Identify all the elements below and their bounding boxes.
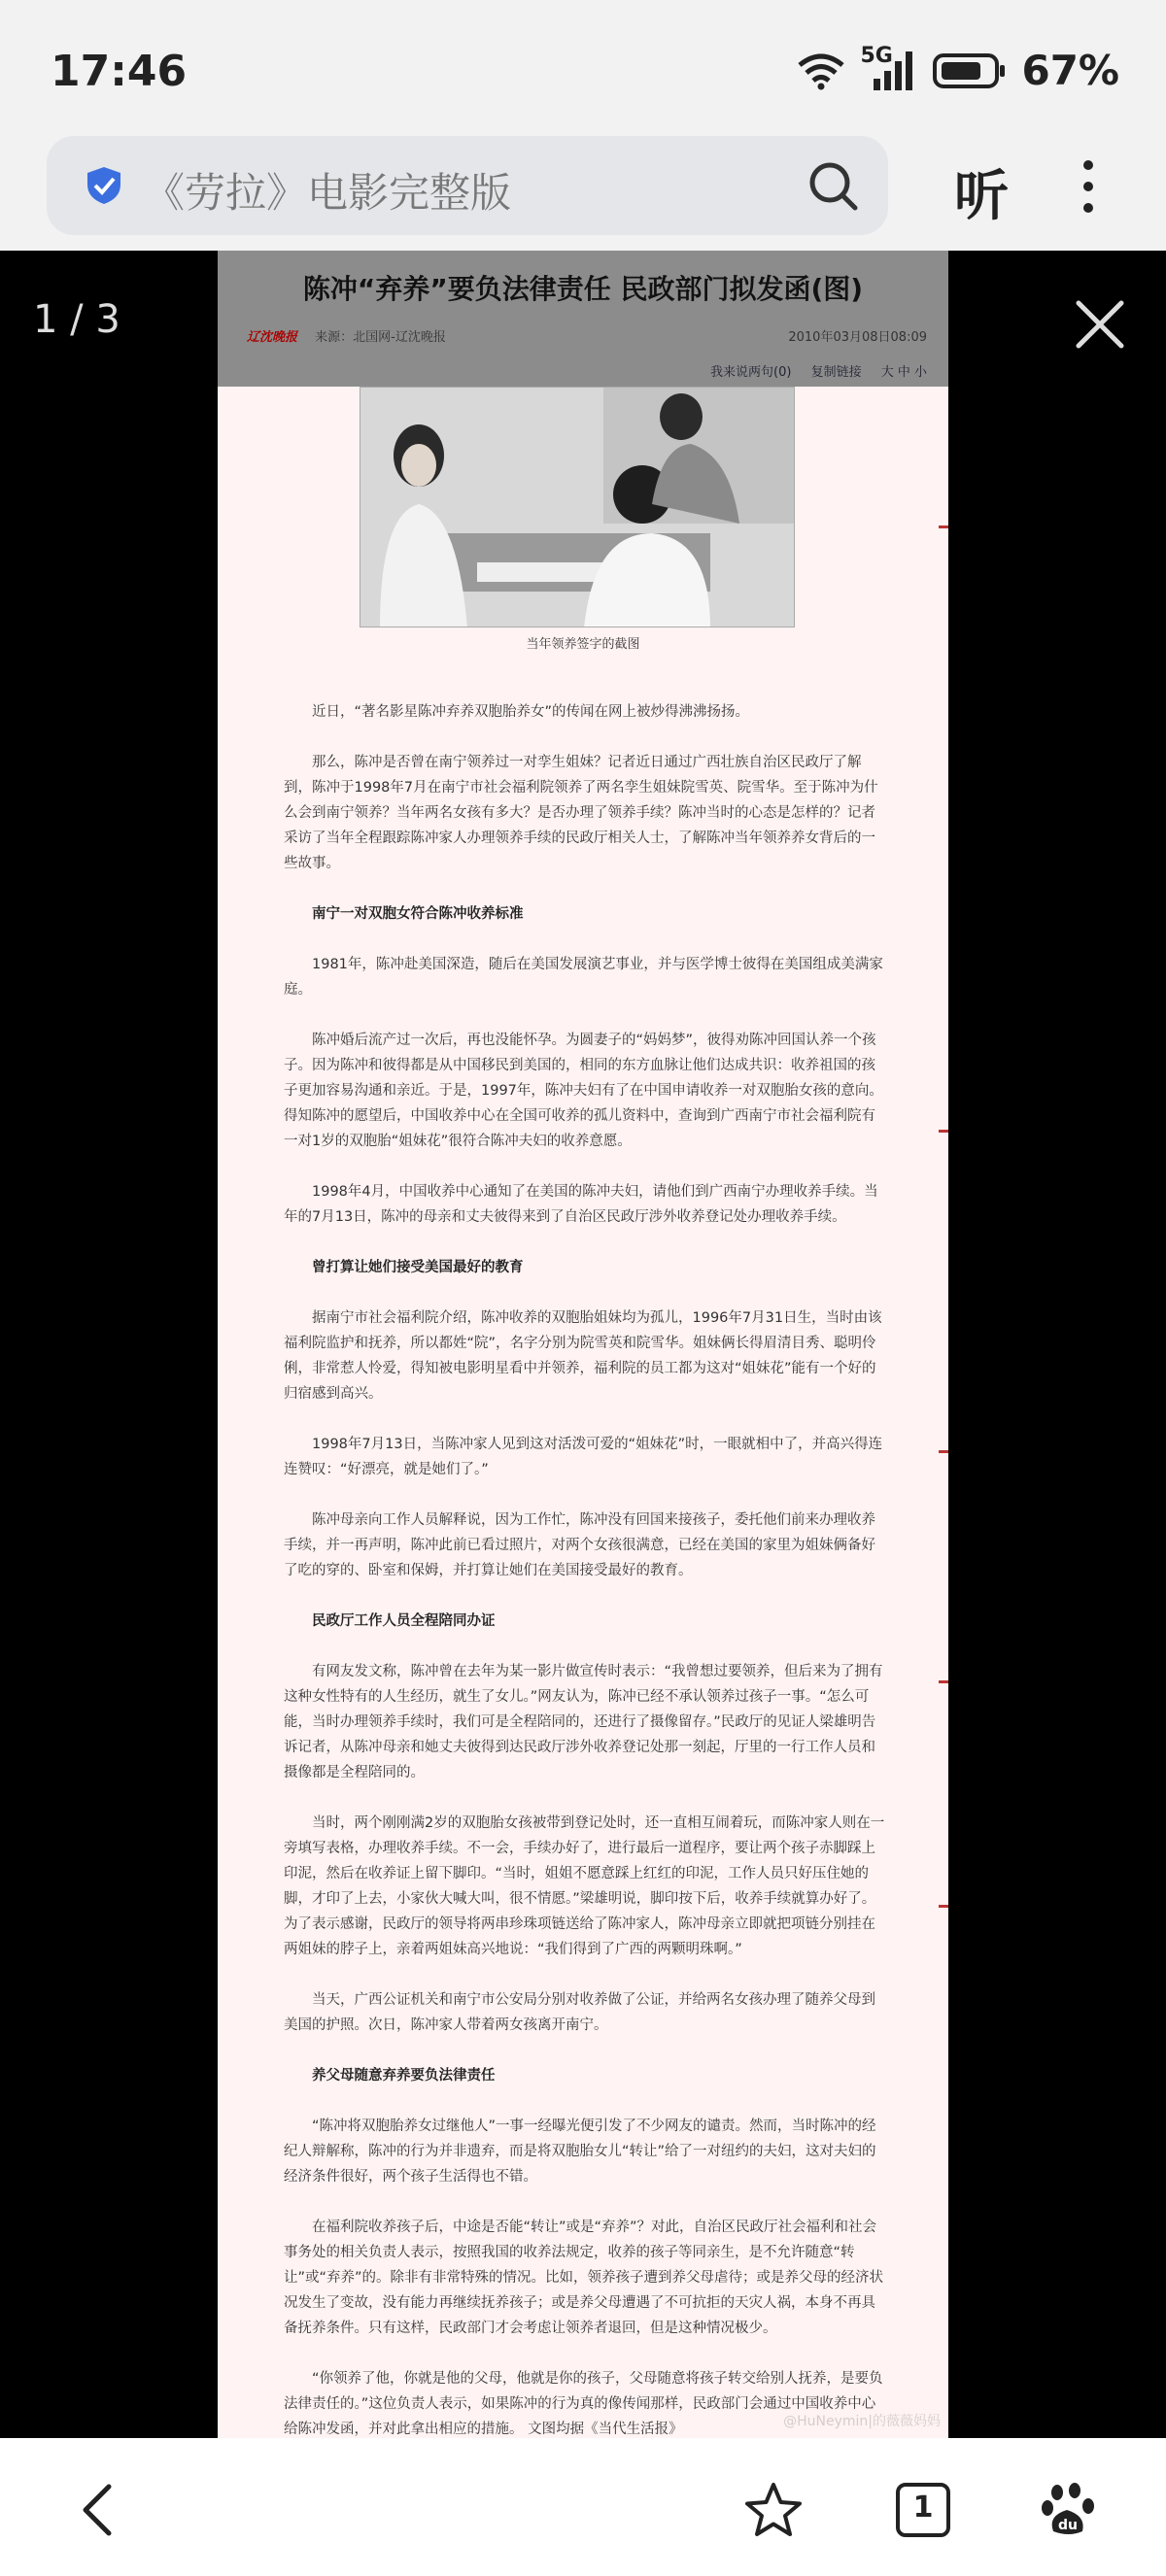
- article-subheading: 民政厅工作人员全程陪同办证: [312, 1613, 496, 1629]
- article-tools: [695, 361, 927, 380]
- article-paragraph: “你领养了他，你就是他的父母，他就是你的孩子，父母随意将孩子转交给别人抚养，是要负法律责任的。”这位负责人表示，如果陈冲的行为真的像传闻那样，民政部门会通过中国收养中心给陈冲发函，并对此拿出相应的措施。 文图均据《当代生活报》: [284, 2371, 883, 2437]
- tab-count: 1: [912, 2491, 934, 2525]
- page-edge-mark: [939, 1905, 948, 1908]
- article-paragraph: 当天，广西公证机关和南宁市公安局分别对收养做了公证，并给两名女孩办理了随养父母到美国的护照。次日，陈冲家人带着两女孩离开南宁。: [284, 1992, 875, 2033]
- article-paragraph: 在福利院收养孩子后，中途是否能“转让”或是“弃养”？对此，自治区民政厅社会福利和社会事务处的相关负责人表示，按照我国的收养法规定，收养的孩子等同亲生，是不允许随意“转让”或“弃养”的。除非有非常特殊的情况。比如，领养孩子遭到养父母虐待；或是养父母的经济状况发生了变故，没有能力再继续抚养孩子；或是养父母遭遇了不可抗拒的天灾人祸，本身不再具备抚养条件。只有这样，民政部门才会考虑让领养者退回，但是这种情况极少。: [284, 2220, 884, 2336]
- font-size-options[interactable]: 大 中 小: [880, 365, 927, 380]
- listen-button[interactable]: 听: [954, 165, 1009, 228]
- article-photo: [360, 387, 795, 627]
- watermark: @HuNeymin|的薇薇妈妈: [783, 2414, 941, 2429]
- star-icon[interactable]: [744, 2481, 803, 2539]
- status-indicators: [796, 43, 1119, 94]
- article-screenshot: [218, 251, 948, 2438]
- page-edge-mark: [939, 1450, 948, 1453]
- url-bar[interactable]: [47, 136, 888, 235]
- shield-icon: [84, 165, 124, 206]
- article-date: 2010年03月08日08:09: [788, 330, 927, 345]
- page-edge-mark: [939, 525, 948, 528]
- battery-level: 67%: [1021, 47, 1119, 94]
- article-title: 陈冲“弃养”要负法律责任 民政部门拟发函(图): [302, 273, 864, 305]
- copy-link[interactable]: 复制链接: [810, 365, 862, 380]
- search-icon[interactable]: [806, 159, 859, 212]
- close-icon[interactable]: [1073, 297, 1127, 352]
- article-subheading: 养父母随意弃养要负法律责任: [312, 2068, 496, 2084]
- page-edge-mark: [939, 1130, 948, 1133]
- network-type: 5G: [860, 43, 893, 68]
- article-paragraph: 1981年，陈冲赴美国深造，随后在美国发展演艺事业，并与医学博士彼得在美国组成美满家庭。: [284, 957, 883, 998]
- article-paragraph: 陈冲婚后流产过一次后，再也没能怀孕。为圆妻子的“妈妈梦”，彼得劝陈冲回国认养一个孩子。因为陈冲和彼得都是从中国移民到美国的，相同的东方血脉让他们达成共识：收养祖国的孩子更加容易沟通和亲近。于是，1997年，陈冲夫妇有了在中国申请收养一对双胞胎女孩的意向。得知陈冲的愿望后，中国收养中心在全国可收养的孤儿资料中，查询到广西南宁市社会福利院有一对1岁的双胞胎“姐妹花”很符合陈冲夫妇的收养意愿。: [284, 1033, 883, 1149]
- tabs-icon[interactable]: [894, 2481, 952, 2539]
- article-subheading: 曾打算让她们接受美国最好的教育: [312, 1260, 524, 1275]
- bottom-navigation: [0, 2438, 1166, 2576]
- comment-link[interactable]: 我来说两句(0): [710, 365, 792, 380]
- signal-icon: [860, 43, 918, 92]
- article-body: [284, 699, 886, 2438]
- status-time: 17:46: [51, 47, 188, 96]
- newspaper-logo: 辽沈晚报: [247, 330, 298, 345]
- battery-icon: [932, 51, 1008, 90]
- article-paragraph: “陈冲将双胞胎养女过继他人”一事一经曝光便引发了不少网友的谴责。然而，当时陈冲的经纪人辩解称，陈冲的行为并非遗弃，而是将双胞胎女儿“转让”给了一对纽约的夫妇，这对夫妇的经济条件很好，两个孩子生活得也不错。: [284, 2118, 876, 2185]
- article-paragraph: 那么，陈冲是否曾在南宁领养过一对孪生姐妹？记者近日通过广西壮族自治区民政厅了解到，陈冲于1998年7月在南宁市社会福利院领养了两名孪生姐妹院雪英、院雪华。至于陈冲为什么会到南宁领养？当年两名女孩有多大？是否办理了领养手续？陈冲当时的心态是怎样的？记者采访了当年全程跟踪陈冲家人办理领养手续的民政厅相关人士，了解陈冲当年领养养女背后的一些故事。: [284, 755, 878, 871]
- article-subheading: 南宁一对双胞女符合陈冲收养标准: [312, 906, 524, 922]
- url-text[interactable]: 《劳拉》电影完整版: [144, 169, 512, 217]
- article-source: 来源：北国网-辽沈晚报: [315, 330, 446, 345]
- article-paragraph: 近日，“著名影星陈冲弃养双胞胎养女”的传闻在网上被炒得沸沸扬扬。: [312, 704, 750, 720]
- article-paragraph: 有网友发文称，陈冲曾在去年为某一影片做宣传时表示：“我曾想过要领养，但后来为了拥有这种女性特有的人生经历，就生了女儿。”网友认为，陈冲已经不承认领养过孩子一事。“怎么可能，当时办理领养手续时，我们可是全程陪同的，还进行了摄像留存。”民政厅的见证人梁雄明告诉记者，从陈冲母亲和她丈夫彼得到达民政厅涉外收养登记处那一刻起，厅里的一行工作人员和摄像都是全程陪同的。: [284, 1664, 883, 1780]
- article-header: [218, 251, 948, 387]
- article-meta: [247, 326, 927, 345]
- svg-text:du: du: [1058, 2518, 1078, 2533]
- article-paragraph: 据南宁市社会福利院介绍，陈冲收养的双胞胎姐妹均为孤儿，1996年7月31日生，当时由该福利院监护和抚养，所以都姓“院”，名字分别为院雪英和院雪华。姐妹俩长得眉清目秀、聪明伶俐，非常惹人怜爱，得知被电影明星看中并领养，福利院的员工都为这对“姐妹花”能有一个好的归宿感到高兴。: [284, 1310, 882, 1402]
- status-bar: [0, 0, 1166, 136]
- baidu-paw-icon[interactable]: [1040, 2481, 1098, 2539]
- article-paragraph: 1998年4月，中国收养中心通知了在美国的陈冲夫妇，请他们到广西南宁办理收养手续。当年的7月13日，陈冲的母亲和丈夫彼得来到了自治区民政厅涉外收养登记处办理收养手续。: [284, 1184, 878, 1225]
- more-vertical-icon[interactable]: [1079, 157, 1098, 216]
- page-edge-mark: [939, 1680, 948, 1683]
- image-viewer: [0, 251, 1166, 2438]
- article-paragraph: 陈冲母亲向工作人员解释说，因为工作忙，陈冲没有回国来接孩子，委托他们前来办理收养手续，并一再声明，陈冲此前已看过照片，对两个女孩很满意，已经在美国的家里为姐妹俩备好了吃的穿的、卧室和保姆，并打算让她们在美国接受最好的教育。: [284, 1512, 875, 1578]
- wifi-icon: [796, 51, 846, 90]
- article-paragraph: 当时，两个刚刚满2岁的双胞胎女孩被带到登记处时，还一直相互闹着玩，而陈冲家人则在一旁填写表格，办理收养手续。不一会，手续办好了，进行最后一道程序，要让两个孩子赤脚踩上印泥，然后在收养证上留下脚印。“当时，姐姐不愿意踩上红红的印泥，工作人员只好压住她的脚，才印了上去，小家伙大喊大叫，很不情愿。”梁雄明说，脚印按下后，收养手续就算办好了。为了表示感谢，民政厅的领导将两串珍珠项链送给了陈冲家人，陈冲母亲立即就把项链分别挂在两姐妹的脖子上，亲着两姐妹高兴地说：“我们得到了广西的两颗明珠啊。”: [284, 1815, 885, 1957]
- browser-toolbar: [0, 136, 1166, 251]
- image-counter: 1 / 3: [33, 297, 120, 342]
- article-paragraph: 1998年7月13日，当陈冲家人见到这对活泼可爱的“姐妹花”时，一眼就相中了，并高兴得连连赞叹：“好漂亮，就是她们了。”: [284, 1437, 883, 1477]
- back-icon[interactable]: [70, 2481, 128, 2539]
- photo-caption: 当年领养签字的截图: [526, 637, 640, 652]
